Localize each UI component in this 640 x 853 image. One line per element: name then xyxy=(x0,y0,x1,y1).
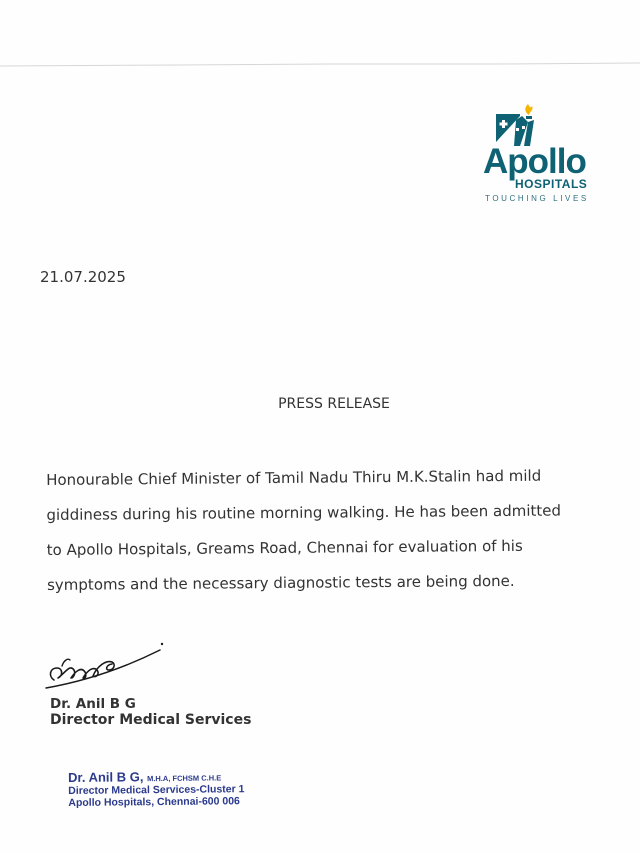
apollo-logo xyxy=(478,98,598,210)
signatory-title: Director Medical Services xyxy=(50,712,252,728)
logo-wordmark: Apollo xyxy=(483,142,586,181)
stamp-name-line xyxy=(68,769,244,784)
official-stamp xyxy=(68,769,245,808)
body-line: giddiness during his routine morning walking. He has been admitted xyxy=(46,501,562,524)
handwritten-signature xyxy=(40,638,170,698)
signatory-name: Dr. Anil B G xyxy=(50,696,136,712)
scan-edge-line xyxy=(0,58,640,72)
body-line: Honourable Chief Minister of Tamil Nadu Thiru M.K.Stalin had mild xyxy=(46,466,542,489)
logo-tagline: TOUCHING LIVES xyxy=(485,194,589,203)
stamp-designation: Director Medical Services-Cluster 1 xyxy=(68,783,245,797)
letter-date: 21.07.2025 xyxy=(40,268,126,286)
logo-subtitle: HOSPITALS xyxy=(515,177,588,191)
press-release-body xyxy=(46,458,599,603)
body-line: symptoms and the necessary diagnostic tests are being done. xyxy=(46,571,515,594)
stamp-name: Dr. Anil B G, xyxy=(67,769,144,785)
body-line: to Apollo Hospitals, Greams Road, Chennai for evaluation of his xyxy=(46,536,523,559)
stamp-qualifications: M.H.A, FCHSM C.H.E xyxy=(147,773,222,784)
stamp-address: Apollo Hospitals, Chennai-600 006 xyxy=(68,794,240,809)
press-release-heading: PRESS RELEASE xyxy=(278,396,390,412)
